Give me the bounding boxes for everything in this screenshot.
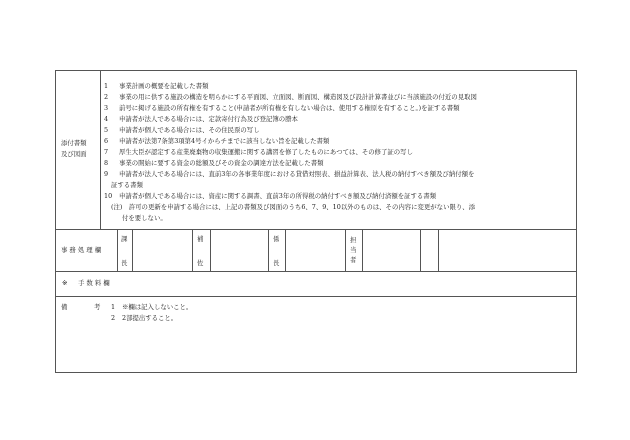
list-item-number: 9: [104, 170, 109, 178]
processing-label: 事 務 処 理 欄: [61, 246, 102, 254]
person-in-charge-label: 担: [350, 236, 357, 244]
row-divider: [55, 271, 577, 272]
list-item-number: 1: [104, 82, 109, 90]
remarks-line: 2部提出すること。: [122, 314, 178, 322]
col-divider: [132, 229, 133, 271]
row-divider: [55, 229, 577, 230]
col-divider: [100, 70, 101, 229]
row-divider: [55, 296, 577, 297]
assistant-label: 佐: [197, 259, 204, 267]
list-item: 申請者が法人である場合には、定款寄付行為及び登記簿の謄本: [119, 115, 298, 123]
remarks-line: ※欄は記入しないこと。: [122, 303, 193, 311]
chief-clerk-label: 係: [273, 235, 280, 243]
col-divider: [268, 229, 269, 271]
remarks-number: 1: [111, 303, 116, 311]
col-divider: [345, 229, 346, 271]
col-divider: [362, 229, 363, 271]
col-divider: [210, 229, 211, 271]
col-divider: [117, 229, 118, 271]
list-item-number: 2: [104, 93, 109, 101]
col-divider: [192, 229, 193, 271]
list-item: 事業の用に供する施設の構造を明らかにする平面図、立面図、断面図、構造図及び設計計算書並びに当該施設の付近の見取図: [119, 93, 477, 101]
list-item-number: 5: [104, 126, 109, 134]
attachments-label: 添付書類: [61, 139, 87, 147]
list-item-number: 6: [104, 137, 109, 145]
list-item-number: 7: [104, 148, 109, 156]
list-item-number: 4: [104, 115, 109, 123]
list-item: 申請者が法第7条第3項第4号イからチまでに該当しない旨を記載した書類: [119, 137, 330, 145]
list-item: 前号に掲げる施設の所有権を有すること(申請者が所有権を有しない場合は、使用する権原を有すること。)を証する書類: [119, 104, 460, 112]
section-chief-label: 課: [121, 235, 128, 243]
fee-mark: ※: [62, 279, 68, 287]
list-item-number: 3: [104, 104, 109, 112]
list-item-number: 10: [104, 192, 113, 200]
person-in-charge-label: 当: [350, 246, 357, 254]
col-divider: [438, 229, 439, 271]
col-divider: [285, 229, 286, 271]
assistant-label: 補: [197, 235, 204, 243]
fee-label: 手 数 料 欄: [78, 279, 110, 287]
list-item: 事業の開始に要する資金の総額及びその資金の調達方法を記載した書類: [119, 159, 324, 167]
attachments-label: 及び図面: [61, 150, 87, 158]
list-item: 申請者が法人である場合には、直前3年の各事業年度における貸借対照表、損益計算表、法人税の納付すべき額及び納付額を: [119, 170, 475, 178]
list-item: 厚生大臣が認定する産業廃棄物の収集運搬に関する講習を修了したものにあつては、その修了証の写し: [119, 148, 413, 156]
remarks-label: 考: [94, 303, 101, 311]
col-divider: [420, 229, 421, 271]
list-item: 申請者が個人である場合には、その住民票の写し: [119, 126, 260, 134]
remarks-number: 2: [111, 314, 116, 322]
list-item: 申請者が個人である場合には、資産に関する調書、直前3年の所得税の納付すべき額及び納付済額を証する書類: [119, 192, 437, 200]
person-in-charge-label: 者: [350, 256, 357, 264]
section-chief-label: 長: [121, 259, 128, 267]
list-item-number: 8: [104, 159, 109, 167]
list-item: 証する書類: [111, 181, 143, 189]
attachments-note: 付を要しない。: [122, 214, 167, 222]
list-item: 事業計画の概要を記載した書類: [119, 82, 209, 90]
chief-clerk-label: 長: [273, 259, 280, 267]
remarks-label: 備: [61, 303, 68, 311]
attachments-note: (注) 許可の更新を申請する場合には、上記の書類及び図面のうち6、7、9、10以外のものは、その内容に変更がない限り、添: [111, 203, 476, 211]
